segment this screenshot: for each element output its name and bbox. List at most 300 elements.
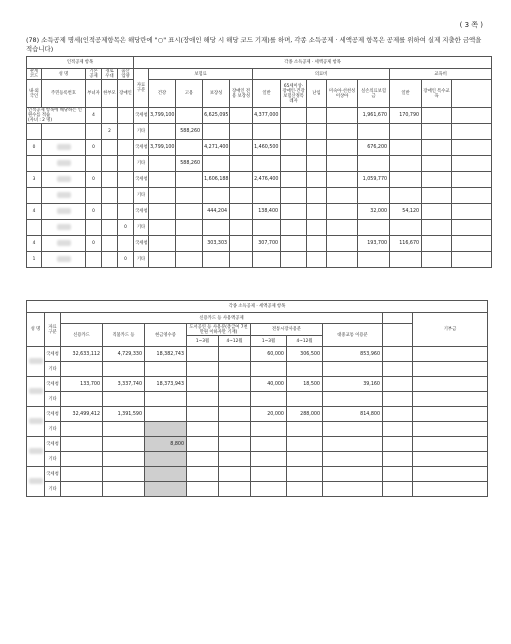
cash-value: [145, 467, 187, 482]
debit-value: 4,729,330: [103, 347, 145, 362]
culture-1-3: 1~3월: [187, 336, 219, 347]
med-general-value: 4,377,000: [253, 108, 281, 124]
table-row: [27, 452, 488, 467]
donation-value: [413, 392, 488, 407]
relation-code: [27, 156, 42, 172]
culture-1-3-value: [187, 407, 219, 422]
culture-1-3-value: [187, 362, 219, 377]
edu-general-value: [390, 156, 422, 172]
table-row: [27, 467, 488, 482]
med-infertility-value: [307, 236, 327, 252]
med-infertility-value: [307, 172, 327, 188]
redacted-name: [57, 176, 71, 182]
credit-value: 133,700: [61, 377, 103, 392]
transit-value: [323, 437, 383, 452]
edu-disabled-value: [422, 124, 452, 140]
transit-value: [323, 467, 383, 482]
culture-4-12-value: [219, 407, 251, 422]
ins-health-value: 3,799,100: [149, 140, 176, 156]
bottom-col-name: 성 명: [27, 313, 45, 347]
ins-guarantee-value: [203, 188, 230, 204]
ins-disabled-value: [230, 140, 253, 156]
redacted-name: [57, 256, 71, 262]
redacted-name: [29, 388, 43, 394]
culture-1-3-value: [187, 392, 219, 407]
debit-value: [103, 392, 145, 407]
credit-value: [61, 422, 103, 437]
market-1-3-value: [251, 392, 287, 407]
culture-1-3-value: [187, 452, 219, 467]
page-number: ( 3 쪽 ): [459, 21, 483, 29]
redacted-name: [57, 144, 71, 150]
person-name: [42, 172, 86, 188]
col-birth: 출산 입양: [118, 69, 134, 80]
market-1-3-value: [251, 482, 287, 497]
med-premature-value: [327, 204, 358, 220]
market-4-12-value: [287, 362, 323, 377]
education-header: 교육비: [390, 69, 492, 80]
ins-guarantee-value: 6,625,095: [203, 108, 230, 124]
person-name: [27, 467, 45, 497]
women-flag: [102, 156, 118, 172]
basic-flag: [86, 124, 102, 140]
transit-value: 814,800: [323, 407, 383, 422]
market-4-12-value: [287, 482, 323, 497]
edu-general: 일반: [390, 80, 422, 108]
col-rrn: 주민등록번호: [42, 80, 86, 108]
ins-guarantee: 보장성: [203, 80, 230, 108]
basic-flag: 0: [86, 140, 102, 156]
bottom-deduction-header: 각종 소득공제 · 세액공제 항목: [27, 301, 488, 313]
med-premature-value: [327, 172, 358, 188]
med-special-value: [281, 172, 307, 188]
med-insurance-value: [358, 188, 390, 204]
ins-guarantee-value: [203, 220, 230, 236]
table-row: [27, 220, 492, 236]
med-premature-value: [327, 140, 358, 156]
cash-value: 18,373,943: [145, 377, 187, 392]
transit-value: [323, 452, 383, 467]
insurance-header: 보험료: [149, 69, 253, 80]
transit-value: [323, 362, 383, 377]
spare-cell: [452, 124, 492, 140]
children-count: (자녀 : 2 명): [28, 118, 53, 123]
headcount-text: 인적공제 항목에 해당하는 인원수를 적습: [28, 108, 82, 118]
edu-disabled-value: [422, 172, 452, 188]
children-flag: 2: [102, 124, 118, 140]
edu-disabled-value: [422, 204, 452, 220]
spare-cell: [452, 140, 492, 156]
culture-header: 도서공연 등 사용분(총급여 7천만원 이하자만 기재): [187, 324, 251, 336]
med-infertility-value: [307, 108, 327, 124]
med-insurance-value: 32,000: [358, 204, 390, 220]
redacted-name: [57, 192, 71, 198]
edu-general-value: 170,790: [390, 108, 422, 124]
women-flag: [102, 252, 118, 268]
med-special-value: [281, 204, 307, 220]
ins-employ-value: [176, 108, 203, 124]
redacted-name: [57, 160, 71, 166]
credit-value: 32,499,412: [61, 407, 103, 422]
culture-1-3-value: [187, 437, 219, 452]
ins-disabled-value: [230, 220, 253, 236]
culture-4-12-value: [219, 437, 251, 452]
spare-cell: [383, 377, 413, 392]
culture-4-12-value: [219, 467, 251, 482]
basic-flag: [86, 220, 102, 236]
birth-flag: 0: [118, 252, 134, 268]
source-label: 기타: [45, 362, 61, 377]
redacted-name: [29, 478, 43, 484]
relation-code: [27, 124, 42, 140]
basic-flag: 0: [86, 236, 102, 252]
cash-value: 18,382,743: [145, 347, 187, 362]
ins-disabled-value: [230, 204, 253, 220]
birth-flag: [118, 156, 134, 172]
spare-cell: [452, 172, 492, 188]
ins-health-value: [149, 236, 176, 252]
med-special-value: [281, 108, 307, 124]
transit-value: [323, 422, 383, 437]
med-infertility-value: [307, 140, 327, 156]
med-premature-value: [327, 188, 358, 204]
edu-general-value: [390, 140, 422, 156]
spare-cell: [383, 392, 413, 407]
spare-cell: [452, 204, 492, 220]
culture-4-12-value: [219, 482, 251, 497]
ins-health-value: [149, 252, 176, 268]
spare-cell: [452, 188, 492, 204]
source-label: 기타: [45, 422, 61, 437]
edu-general-value: 116,670: [390, 236, 422, 252]
source-label: 기타: [45, 392, 61, 407]
market-4-12: 4~12월: [287, 336, 323, 347]
med-general-value: [253, 188, 281, 204]
ins-health-value: [149, 156, 176, 172]
credit-value: [61, 482, 103, 497]
birth-flag: [118, 204, 134, 220]
redacted-name: [29, 448, 43, 454]
spare-cell: [383, 422, 413, 437]
donation-value: [413, 347, 488, 362]
transit-value: 853,960: [323, 347, 383, 362]
market-1-3-value: [251, 452, 287, 467]
source-label: 기타: [134, 252, 149, 268]
med-insurance-value: [358, 156, 390, 172]
table-row: [27, 437, 488, 452]
ins-employ-value: 588,260: [176, 124, 203, 140]
edu-general-value: [390, 124, 422, 140]
source-label: 기타: [134, 188, 149, 204]
transit-value: [323, 482, 383, 497]
source-label: 국세청: [134, 204, 149, 220]
personal-deduction-table: [26, 56, 492, 268]
ins-guarantee-value: 1,606,188: [203, 172, 230, 188]
med-premature-value: [327, 124, 358, 140]
market-1-3: 1~3월: [251, 336, 287, 347]
ins-disabled-value: [230, 236, 253, 252]
spare-cell: [383, 362, 413, 377]
donation-value: [413, 437, 488, 452]
transit-value: [323, 392, 383, 407]
cash-value: [145, 407, 187, 422]
med-special-value: [281, 124, 307, 140]
basic-flag: 0: [86, 172, 102, 188]
source-label: 국세청: [134, 172, 149, 188]
person-name: [42, 252, 86, 268]
med-general-value: 307,700: [253, 236, 281, 252]
relation-code: [27, 220, 42, 236]
ins-employ-value: [176, 252, 203, 268]
ins-guarantee-value: [203, 124, 230, 140]
culture-1-3-value: [187, 422, 219, 437]
ins-health-value: [149, 204, 176, 220]
culture-1-3-value: [187, 347, 219, 362]
debit-value: 1,391,590: [103, 407, 145, 422]
basic-flag: [86, 156, 102, 172]
cash-header: 현금영수증: [145, 324, 187, 347]
debit-value: [103, 467, 145, 482]
ins-employ-value: [176, 140, 203, 156]
person-name: [42, 204, 86, 220]
source-label: 기타: [45, 482, 61, 497]
col-source: 자료 구분: [134, 69, 149, 108]
culture-4-12: 4~12월: [219, 336, 251, 347]
table-row: [27, 156, 492, 172]
birth-flag: [118, 140, 134, 156]
ins-health-value: [149, 172, 176, 188]
personal-header: 인적공제 항목: [27, 57, 134, 69]
med-insurance-value: 1,961,670: [358, 108, 390, 124]
ins-health-value: 3,799,100: [149, 108, 176, 124]
source-label: 국세청: [134, 236, 149, 252]
med-general-value: [253, 252, 281, 268]
birth-flag: [118, 236, 134, 252]
spare-cell: [452, 252, 492, 268]
birth-flag: [118, 124, 134, 140]
med-special-value: [281, 220, 307, 236]
women-flag: [102, 188, 118, 204]
med-premature-value: [327, 220, 358, 236]
med-insurance-value: [358, 124, 390, 140]
relation-code: 4: [27, 204, 42, 220]
debit-value: [103, 437, 145, 452]
med-special-value: [281, 156, 307, 172]
source-label: 국세청: [45, 437, 61, 452]
market-4-12-value: 306,500: [287, 347, 323, 362]
culture-4-12-value: [219, 422, 251, 437]
market-4-12-value: [287, 422, 323, 437]
donation-value: [413, 377, 488, 392]
cash-value: 8,800: [145, 437, 187, 452]
spare-cell: [452, 108, 492, 124]
women-flag: [102, 236, 118, 252]
market-4-12-value: [287, 437, 323, 452]
credit-value: 32,633,112: [61, 347, 103, 362]
relation-code: 1: [27, 252, 42, 268]
donation-value: [413, 362, 488, 377]
credit-header: 신용카드: [61, 324, 103, 347]
birth-flag: [118, 188, 134, 204]
med-general-value: 1,460,500: [253, 140, 281, 156]
med-infertility-value: [307, 204, 327, 220]
edu-disabled: 장애인 특수교육: [422, 80, 452, 108]
person-name: [42, 236, 86, 252]
market-1-3-value: [251, 467, 287, 482]
med-premature-value: [327, 236, 358, 252]
spare-cell: [383, 407, 413, 422]
ins-guarantee-value: 444,204: [203, 204, 230, 220]
edu-general-value: 54,120: [390, 204, 422, 220]
ins-health-value: [149, 220, 176, 236]
culture-4-12-value: [219, 347, 251, 362]
cash-value: [145, 422, 187, 437]
spare-cell: [383, 482, 413, 497]
culture-1-3-value: [187, 482, 219, 497]
redacted-name: [57, 208, 71, 214]
market-1-3-value: 20,000: [251, 407, 287, 422]
spare-cell: [452, 156, 492, 172]
ins-health: 건강: [149, 80, 176, 108]
market-1-3-value: [251, 437, 287, 452]
donation-value: [413, 482, 488, 497]
culture-1-3-value: [187, 377, 219, 392]
med-general: 일반: [253, 80, 281, 108]
ins-health-value: [149, 188, 176, 204]
basic-flag: 0: [86, 204, 102, 220]
redacted-name: [57, 240, 71, 246]
cash-value: [145, 452, 187, 467]
cash-value: [145, 482, 187, 497]
source-label: 국세청: [45, 347, 61, 362]
women-flag: [102, 220, 118, 236]
table-row: [27, 204, 492, 220]
card-deduction-table: [26, 300, 488, 497]
women-flag: [102, 140, 118, 156]
redacted-name: [57, 224, 71, 230]
med-general-value: 2,476,400: [253, 172, 281, 188]
form-note: (78) 소득공제 명세(인적공제항목은 해당란에 "○" 표시(장애인 해당 시 해당 코드 기재)를 하며, 각종 소득공제 · 세액공제 항목은 공제를 위하여 실제 지출한 금액을 적습니다): [26, 36, 482, 53]
bottom-col-source: 자료 구분: [45, 313, 61, 347]
relation-code: 0: [27, 140, 42, 156]
birth-flag: [118, 172, 134, 188]
donation-value: [413, 422, 488, 437]
transit-value: 39,160: [323, 377, 383, 392]
table-row: [27, 422, 488, 437]
credit-value: [61, 452, 103, 467]
market-1-3-value: 60,000: [251, 347, 287, 362]
source-label: 국세청: [45, 407, 61, 422]
med-insurance-value: 676,200: [358, 140, 390, 156]
table-row: [27, 392, 488, 407]
med-insurance-value: 193,700: [358, 236, 390, 252]
debit-header: 직불카드 등: [103, 324, 145, 347]
med-infertility: 난임: [307, 80, 327, 108]
source-label: 국세청: [45, 467, 61, 482]
culture-4-12-value: [219, 392, 251, 407]
credit-value: [61, 392, 103, 407]
headcount-basic: 4: [86, 108, 102, 124]
ins-disabled-value: [230, 108, 253, 124]
table-row: [27, 236, 492, 252]
card-header: 신용카드 등 사용액공제: [61, 313, 383, 324]
col-disabled: 장애인: [118, 80, 134, 108]
credit-value: [61, 467, 103, 482]
source-label: 기타: [134, 220, 149, 236]
headcount-label: [27, 108, 86, 124]
med-special-value: [281, 236, 307, 252]
col-name: 성 명: [42, 69, 86, 80]
source-label: 기타: [134, 124, 149, 140]
edu-disabled-value: [422, 220, 452, 236]
edu-disabled-value: [422, 140, 452, 156]
birth-flag: 0: [118, 220, 134, 236]
ins-employ-value: [176, 172, 203, 188]
ins-disabled-value: [230, 156, 253, 172]
source-label: 국세청: [45, 377, 61, 392]
redacted-name: [29, 418, 43, 424]
ins-disabled: 장애인 전용 보장성: [230, 80, 253, 108]
ins-disabled-value: [230, 252, 253, 268]
med-insurance-value: [358, 252, 390, 268]
source-label: 국세청: [134, 108, 149, 124]
ins-health-value: [149, 124, 176, 140]
person-name: [42, 156, 86, 172]
person-name: [42, 140, 86, 156]
ins-employ-value: [176, 220, 203, 236]
table-row: [27, 108, 492, 124]
ins-disabled-value: [230, 124, 253, 140]
edu-general-value: [390, 188, 422, 204]
basic-flag: [86, 252, 102, 268]
table-row: [27, 377, 488, 392]
culture-4-12-value: [219, 377, 251, 392]
market-4-12-value: [287, 452, 323, 467]
med-special-value: [281, 140, 307, 156]
med-infertility-value: [307, 252, 327, 268]
med-special-value: [281, 252, 307, 268]
donation-value: [413, 467, 488, 482]
med-general-value: [253, 124, 281, 140]
edu-general-value: [390, 172, 422, 188]
med-special: 65세이상·장애인·건강보험산정특례자: [281, 80, 307, 108]
ins-guarantee-value: 303,303: [203, 236, 230, 252]
col-single2: 한부모: [102, 80, 118, 108]
donation-value: [413, 407, 488, 422]
donation-value: [413, 452, 488, 467]
cash-value: [145, 362, 187, 377]
table-row: [27, 362, 488, 377]
ins-employ: 고용: [176, 80, 203, 108]
culture-4-12-value: [219, 452, 251, 467]
med-general-value: 138,400: [253, 204, 281, 220]
headcount-women: [102, 108, 118, 124]
transit-header: 대중교통 이용분: [323, 324, 383, 347]
table-row: [27, 140, 492, 156]
ins-guarantee-value: [203, 156, 230, 172]
med-insurance-value: 1,059,770: [358, 172, 390, 188]
med-premature-value: [327, 108, 358, 124]
table-row: [27, 407, 488, 422]
source-label: 기타: [45, 452, 61, 467]
debit-value: [103, 362, 145, 377]
credit-value: [61, 437, 103, 452]
debit-value: [103, 452, 145, 467]
spare-cell: [383, 452, 413, 467]
med-premature: 미숙아·선천성이상아: [327, 80, 358, 108]
market-1-3-value: [251, 362, 287, 377]
person-name: [27, 377, 45, 407]
